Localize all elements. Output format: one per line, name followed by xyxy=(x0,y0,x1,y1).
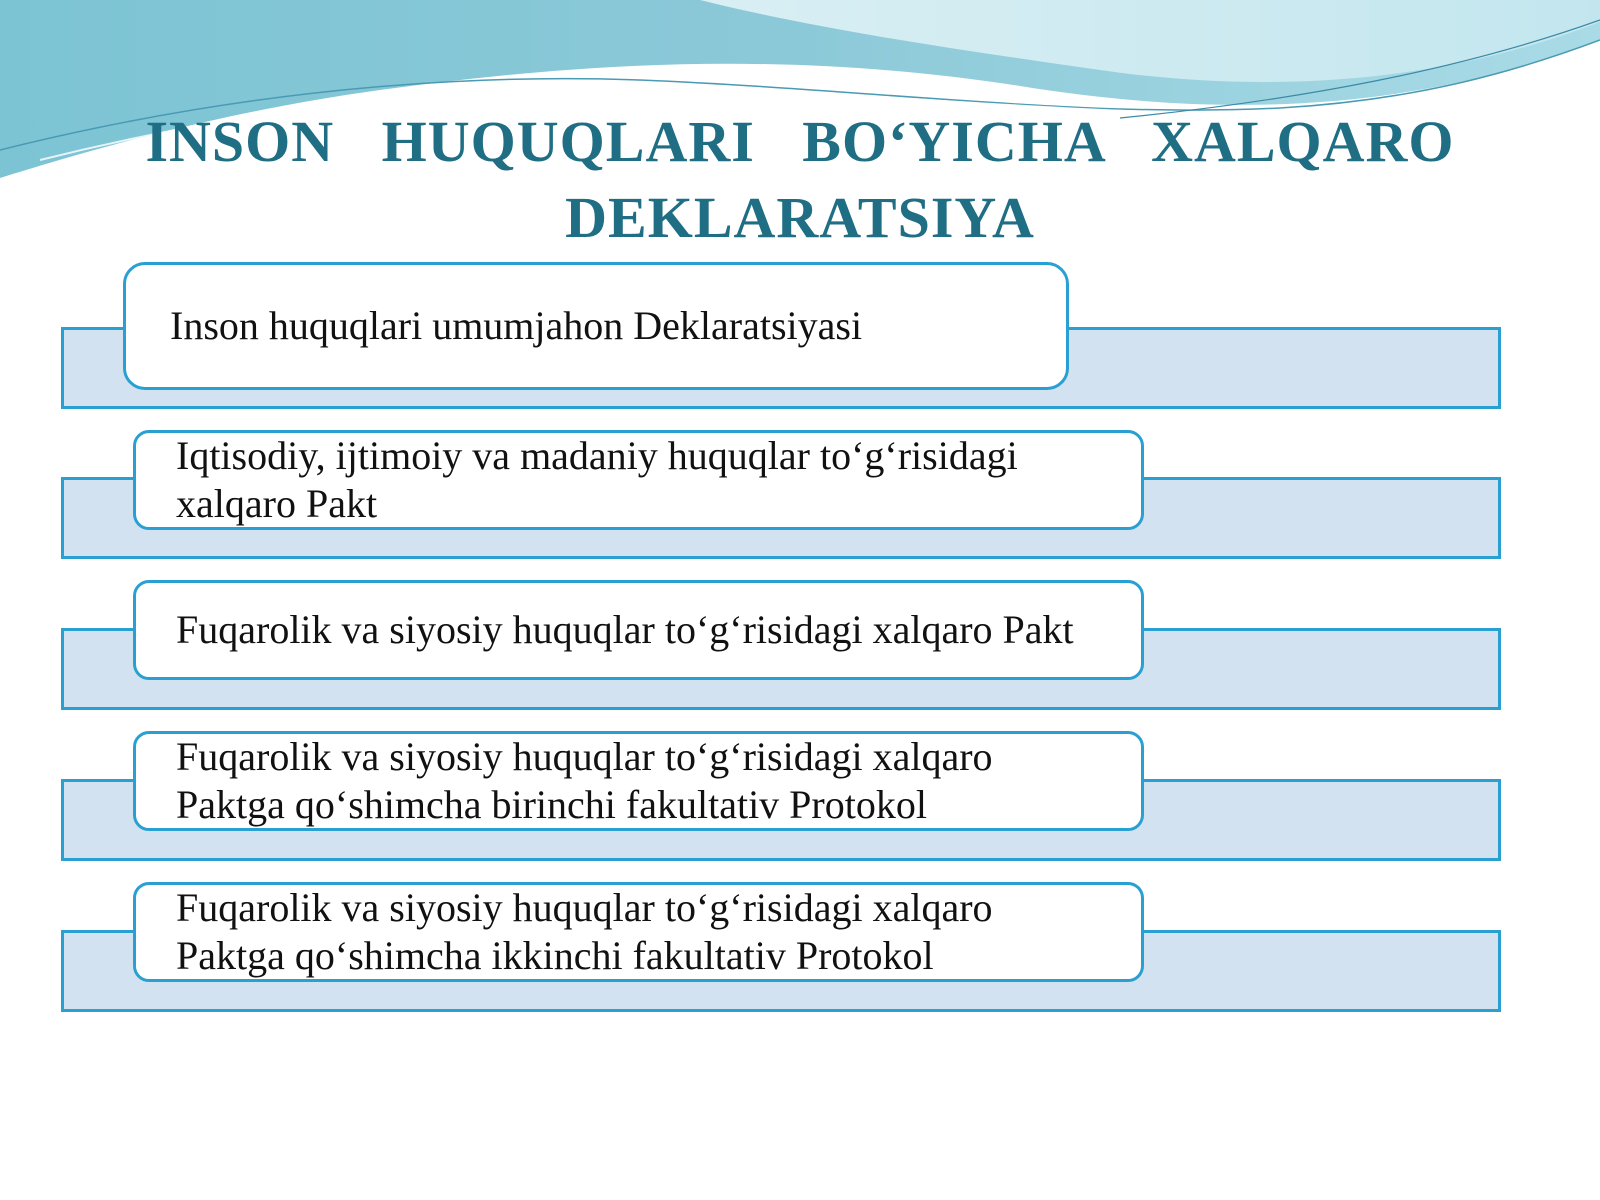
list-item-text: Iqtisodiy, ijtimoiy va madaniy huquqlar to‘g‘risidagi xalqaro Pakt xyxy=(176,433,1018,526)
title-line-2: DEKLARATSIYA xyxy=(565,185,1035,250)
list-item-box xyxy=(133,731,1144,831)
list-item-text: Fuqarolik va siyosiy huquqlar to‘g‘risidagi xalqaro Pakt xyxy=(176,607,1074,652)
list-item-text: Fuqarolik va siyosiy huquqlar to‘g‘risidagi xalqaro Paktga qo‘shimcha birinchi fakultativ Protokol xyxy=(176,734,993,827)
list-item-text: Fuqarolik va siyosiy huquqlar to‘g‘risidagi xalqaro Paktga qo‘shimcha ikkinchi fakultativ Protokol xyxy=(176,885,993,978)
title-line-1: INSON HUQUQLARI BO‘YICHA XALQARO xyxy=(145,109,1455,174)
list-item-box xyxy=(133,430,1144,530)
list-item-text: Inson huquqlari umumjahon Deklaratsiyasi xyxy=(170,303,863,348)
slide-title xyxy=(60,104,1540,256)
list-item-box xyxy=(133,580,1144,680)
list-item-box xyxy=(133,882,1144,982)
list-item-box xyxy=(123,262,1069,390)
